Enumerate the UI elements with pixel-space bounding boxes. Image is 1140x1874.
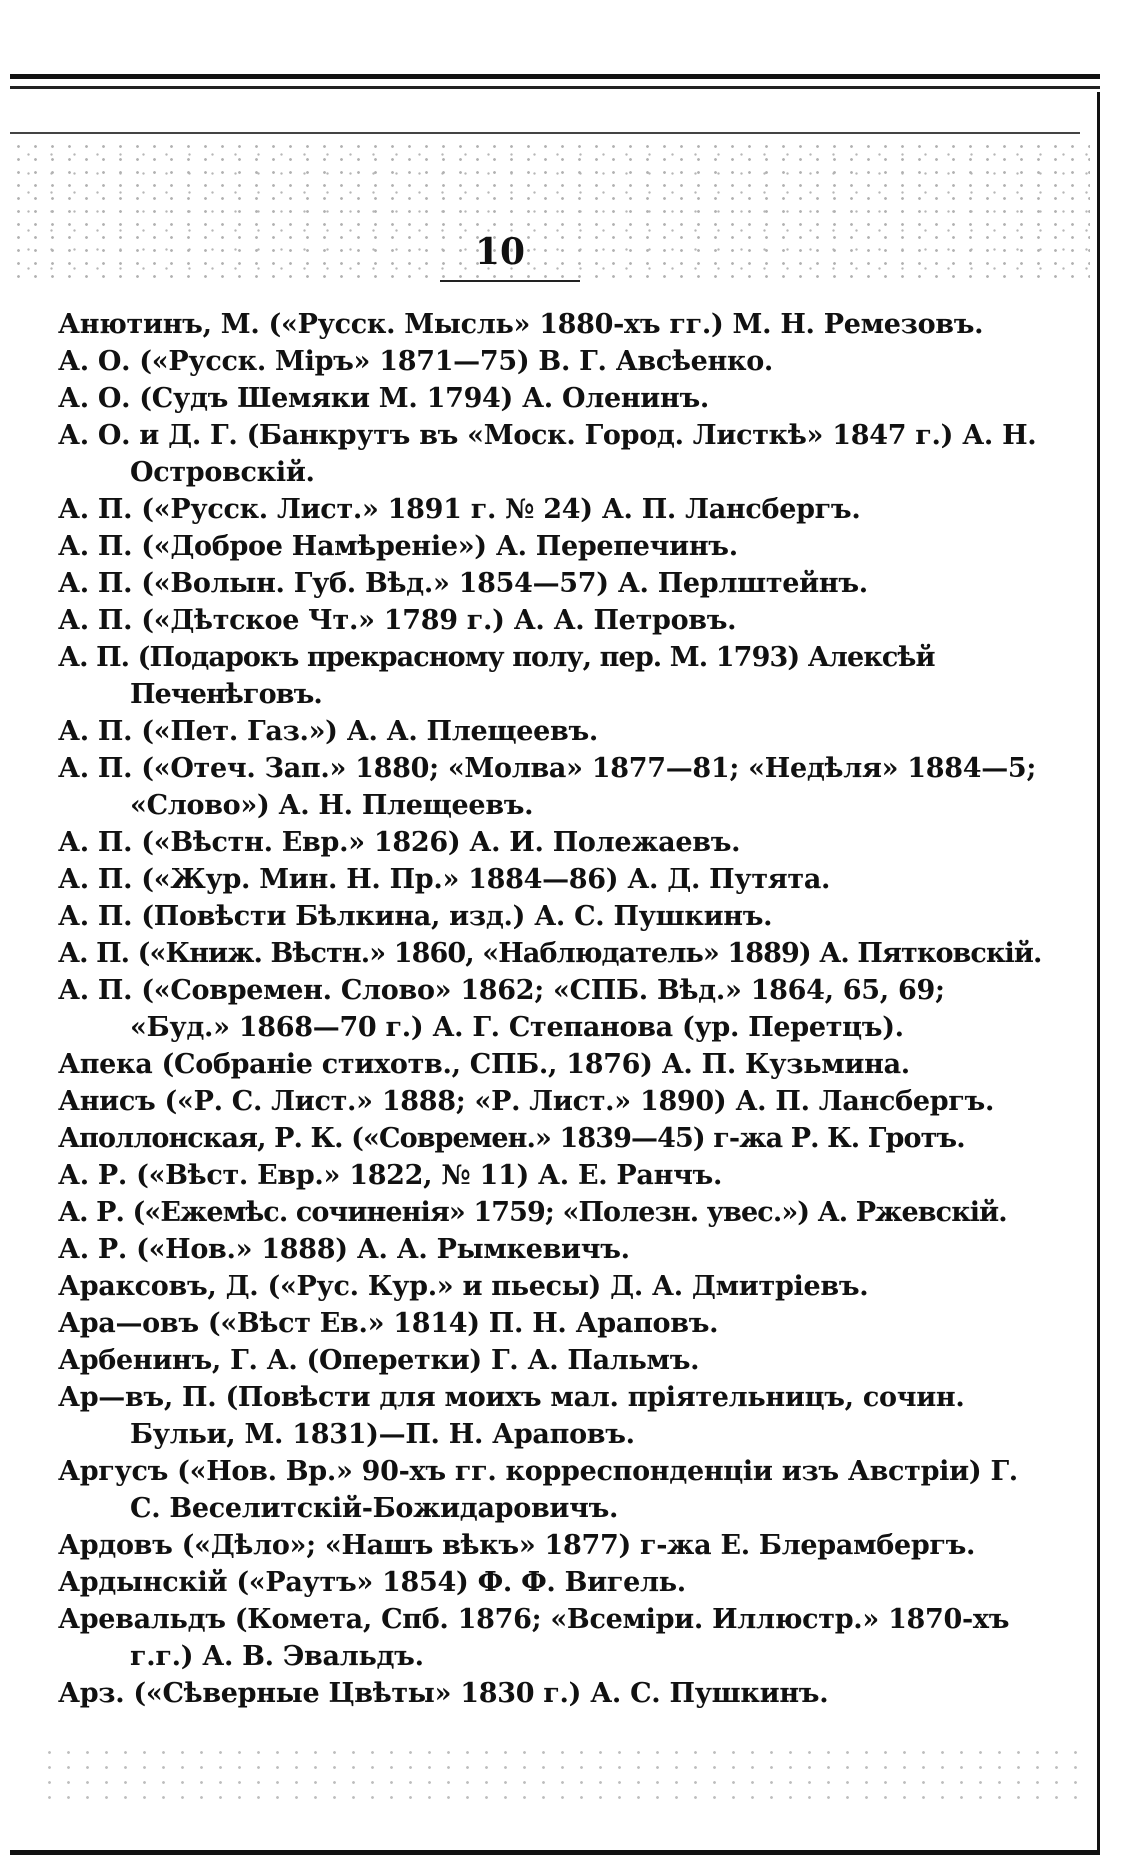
- top-border-rule: [10, 74, 1100, 79]
- top-border-rule-thin: [10, 132, 1080, 134]
- list-item: Ардынскій («Раутъ» 1854) Ф. Ф. Вигель.: [58, 1567, 686, 1598]
- list-item: Ардовъ («Дѣло»; «Нашъ вѣкъ» 1877) г-жа Е. Блерамбергъ.: [58, 1530, 976, 1561]
- list-item: А. П. («Вѣстн. Евр.» 1826) А. И. Полежаевъ.: [58, 827, 741, 858]
- page-number-underline: [440, 280, 580, 282]
- list-item: Анисъ («Р. С. Лист.» 1888; «Р. Лист.» 1890) А. П. Лансбергъ.: [58, 1086, 995, 1117]
- list-item: Араксовъ, Д. («Рус. Кур.» и пьесы) Д. А. Дмитріевъ.: [58, 1271, 869, 1302]
- list-item: Арз. («Сѣверные Цвѣты» 1830 г.) А. С. Пушкинъ.: [58, 1678, 829, 1709]
- list-item: Ар—въ, П. (Повѣсти для моихъ мал. пріятельницъ, сочин. Бульи, М. 1831)—П. Н. Араповъ.: [58, 1382, 965, 1450]
- list-item: А. П. («Пет. Газ.») А. А. Плещеевъ.: [58, 716, 598, 747]
- list-item: А. О. («Русск. Міръ» 1871—75) В. Г. Авсѣенко.: [58, 346, 774, 377]
- list-item: А. О. (Судъ Шемяки М. 1794) А. Оленинъ.: [58, 383, 710, 414]
- bottom-border-rule: [10, 1850, 1100, 1855]
- list-item: А. П. («Книж. Вѣстн.» 1860, «Наблюдатель» 1889) А. Пятковскій.: [58, 938, 1042, 969]
- list-item: А. П. («Доброе Намѣреніе») А. Перепечинъ.: [58, 531, 738, 562]
- list-item: Арбенинъ, Г. А. (Оперетки) Г. А. Пальмъ.: [58, 1345, 700, 1376]
- list-item: Анютинъ, М. («Русск. Мысль» 1880-хъ гг.) М. Н. Ремезовъ.: [58, 309, 984, 340]
- right-border-rule: [1097, 92, 1100, 1852]
- list-item: Аргусъ («Нов. Вр.» 90-хъ гг. корреспонденціи изъ Австріи) Г. С. Веселитскій-Божидаровичъ.: [58, 1456, 1018, 1524]
- list-item: А. П. («Русск. Лист.» 1891 г. № 24) А. П. Лансбергъ.: [58, 494, 861, 525]
- list-item: А. П. (Подарокъ прекрасному полу, пер. М. 1793) Алексѣй Печенѣговъ.: [58, 642, 935, 710]
- list-item: А. П. («Современ. Слово» 1862; «СПБ. Вѣд.» 1864, 65, 69; «Буд.» 1868—70 г.) А. Г. Степанова (ур. Перетцъ).: [58, 975, 945, 1043]
- list-item: А. П. («Жур. Мин. Н. Пр.» 1884—86) А. Д. Путята.: [58, 864, 831, 895]
- page-number: 10: [474, 231, 526, 273]
- list-item: Ара—овъ («Вѣст Ев.» 1814) П. Н. Араповъ.: [58, 1308, 719, 1339]
- list-item: А. Р. («Ежемѣс. сочиненія» 1759; «Полезн. увес.») А. Ржевскій.: [58, 1197, 1007, 1228]
- list-item: А. О. и Д. Г. (Банкрутъ въ «Моск. Город. Листкѣ» 1847 г.) А. Н. Островскій.: [58, 420, 1037, 488]
- list-item: А. П. («Дѣтское Чт.» 1789 г.) А. А. Петровъ.: [58, 605, 737, 636]
- list-item: Апека (Собраніе стихотв., СПБ., 1876) А. П. Кузьмина.: [58, 1049, 910, 1080]
- list-item: А. Р. («Вѣст. Евр.» 1822, № 11) А. Е. Ранчъ.: [58, 1160, 723, 1191]
- print-noise-bottom: [40, 1745, 1080, 1805]
- list-item: Аполлонская, Р. К. («Современ.» 1839—45) г-жа Р. К. Гротъ.: [58, 1123, 965, 1154]
- list-item: Аревальдъ (Комета, Спб. 1876; «Всеміри. Иллюстр.» 1870-хъ г.г.) А. В. Эвальдъ.: [58, 1604, 1010, 1672]
- entry-list: [58, 306, 1048, 1712]
- list-item: А. П. (Повѣсти Бѣлкина, изд.) А. С. Пушкинъ.: [58, 901, 773, 932]
- top-border-rule-secondary: [10, 86, 1100, 89]
- list-item: А. П. («Отеч. Зап.» 1880; «Молва» 1877—81; «Недѣля» 1884—5; «Слово») А. Н. Плещеевъ.: [58, 753, 1037, 821]
- list-item: А. П. («Волын. Губ. Вѣд.» 1854—57) А. Перлштейнъ.: [58, 568, 868, 599]
- list-item: А. Р. («Нов.» 1888) А. А. Рымкевичъ.: [58, 1234, 630, 1265]
